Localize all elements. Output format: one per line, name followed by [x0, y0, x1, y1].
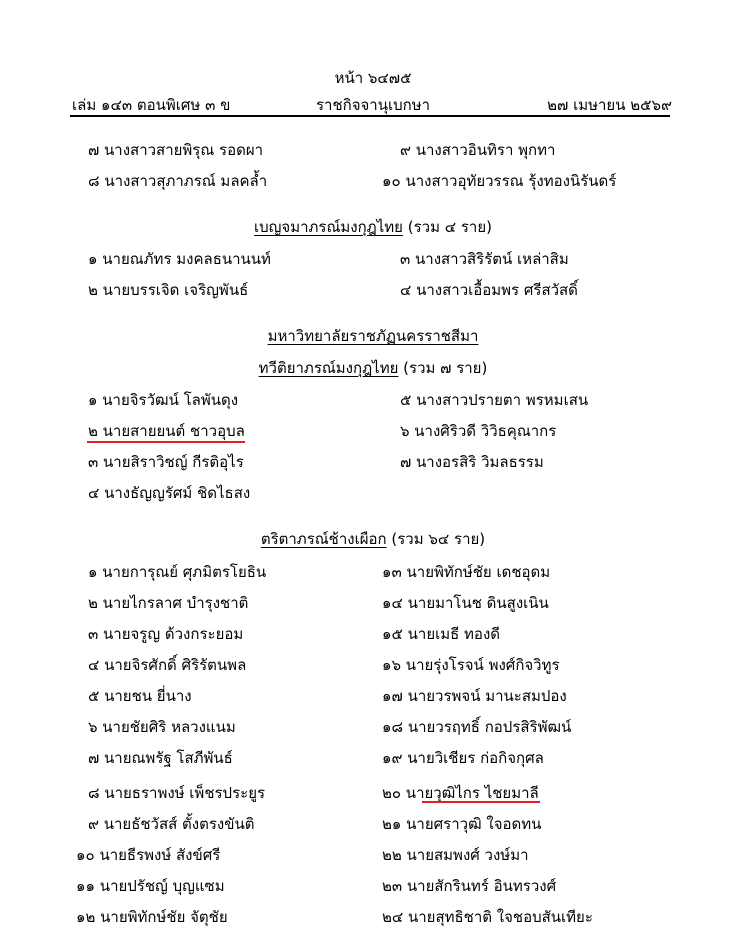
list-item: ๖ นางศิริวดี วิวิธคุณากร: [400, 422, 557, 440]
list-item: ๑๗ นายวรพจน์ มานะสมปอง: [382, 687, 567, 705]
decoration-class-title: เบญจมาภรณ์มงกุฎไทย: [254, 218, 403, 236]
highlight-underline: [87, 441, 245, 443]
list-item: ๓ นางสาวสิริรัตน์ เหล่าสิม: [400, 250, 569, 268]
list-item: ๔ นางสาวเอื้อมพร ศรีสวัสดิ์: [400, 281, 578, 299]
organization-name: มหาวิทยาลัยราชภัฏนครราชสีมา: [267, 327, 479, 345]
list-item: ๑๕ นายเมธี ทองดี: [382, 625, 501, 643]
list-item: ๒ นายบรรเจิด เจริญพันธ์: [88, 281, 249, 299]
list-item: ๑ นายการุณย์ ศุภมิตรโยธิน: [88, 563, 267, 581]
list-item: ๒๐ นายวุฒิไกร ไชยมาลี: [382, 784, 539, 802]
decoration-class-title: ทวีติยาภรณ์มงกุฎไทย: [258, 359, 399, 377]
recipient-count: (รวม ๖๔ ราย): [386, 530, 486, 548]
list-item: ๓ นายจรูญ ด้วงกระยอม: [88, 625, 244, 643]
list-item: ๒๒ นายสมพงศ์ วงษ์มา: [382, 846, 529, 864]
list-item: ๙ นางสาวอินทิรา พุกทา: [400, 141, 556, 159]
list-item: ๑๖ นายรุ่งโรจน์ พงศ์กิจวิทูร: [382, 656, 560, 674]
decoration-class-title: ตริตาภรณ์ช้างเผือก: [260, 530, 387, 548]
list-item: ๕ นางสาวปรายตา พรหมเสน: [400, 391, 589, 409]
list-item: ๒ นายไกรลาศ บำรุงชาติ: [88, 594, 249, 612]
list-item: ๙ นายธัชวัสส์ ตั้งตรงขันติ: [88, 815, 255, 833]
section-heading: [0, 356, 746, 380]
list-item: ๒ นายสายยนต์ ชาวอุบล: [88, 422, 245, 440]
list-item: ๔ นายจิรศักดิ์ ศิริรัตนพล: [88, 656, 247, 674]
gazette-title: ราชกิจจานุเบกษา: [315, 96, 431, 114]
organization-heading: [0, 324, 746, 348]
header-rule: [70, 115, 670, 117]
list-item: ๖ นายชัยศิริ หลวงแนม: [88, 718, 236, 736]
list-item: ๒๑ นายศราวุฒิ ใจอดทน: [382, 815, 542, 833]
list-item: ๑๐ นายธีรพงษ์ สังข์ศรี: [76, 846, 221, 864]
list-item: ๕ นายชน ยี่นาง: [88, 687, 192, 705]
section-heading: [0, 215, 746, 239]
list-item: ๓ นายสิราวิชญ์ กีรติอุไร: [88, 453, 244, 471]
list-item: ๘ นายธราพงษ์ เพ็ชรประยูร: [88, 784, 266, 802]
list-item: ๔ นางธัญญรัศม์ ชิดไธสง: [88, 484, 251, 502]
list-item: ๗ นายณพรัฐ โสภีพันธ์: [88, 749, 233, 767]
list-item: ๑๓ นายพิทักษ์ชัย เดชอุดม: [382, 563, 551, 581]
list-item: ๗ นางสาวสายพิรุณ รอดผา: [88, 141, 264, 159]
list-item: ๑๔ นายมาโนช ดินสูงเนิน: [382, 594, 549, 612]
list-item: ๑๘ นายวรฤทธิ์ กอปรสิริพัฒน์: [382, 718, 572, 736]
list-item: ๑ นายจิรวัฒน์ โลพันดุง: [88, 391, 239, 409]
list-item: ๗ นางอรสิริ วิมลธรรม: [400, 453, 544, 471]
list-item: ๑๐ นางสาวอุทัยวรรณ รุ้งทองนิรันดร์: [382, 172, 617, 190]
list-item: ๑ นายณภัทร มงคลธนานนท์: [88, 250, 271, 268]
recipient-count: (รวม ๗ ราย): [398, 359, 488, 377]
list-item: ๑๙ นายวิเชียร ก่อกิจกุศล: [382, 749, 544, 767]
page-number: หน้า ๖๔๗๕: [334, 69, 412, 87]
list-item: ๑๒ นายพิทักษ์ชัย จัตุชัย: [76, 908, 228, 926]
list-item: ๑๑ นายปรัชญ์ บุญแซม: [76, 877, 225, 895]
list-item: ๒๓ นายสักรินทร์ อินทรวงศ์: [382, 877, 557, 895]
section-heading: [0, 527, 746, 551]
volume-info: เล่ม ๑๔๓ ตอนพิเศษ ๓ ข: [72, 96, 231, 114]
highlight-underline: [422, 801, 540, 803]
list-item: ๒๔ นายสุทธิชาติ ใจชอบสันเทียะ: [382, 908, 593, 926]
recipient-count: (รวม ๔ ราย): [402, 218, 492, 236]
issue-date: ๒๗ เมษายน ๒๕๖๙: [547, 96, 672, 114]
list-item: ๘ นางสาวสุภาภรณ์ มลคล้ำ: [88, 172, 268, 190]
